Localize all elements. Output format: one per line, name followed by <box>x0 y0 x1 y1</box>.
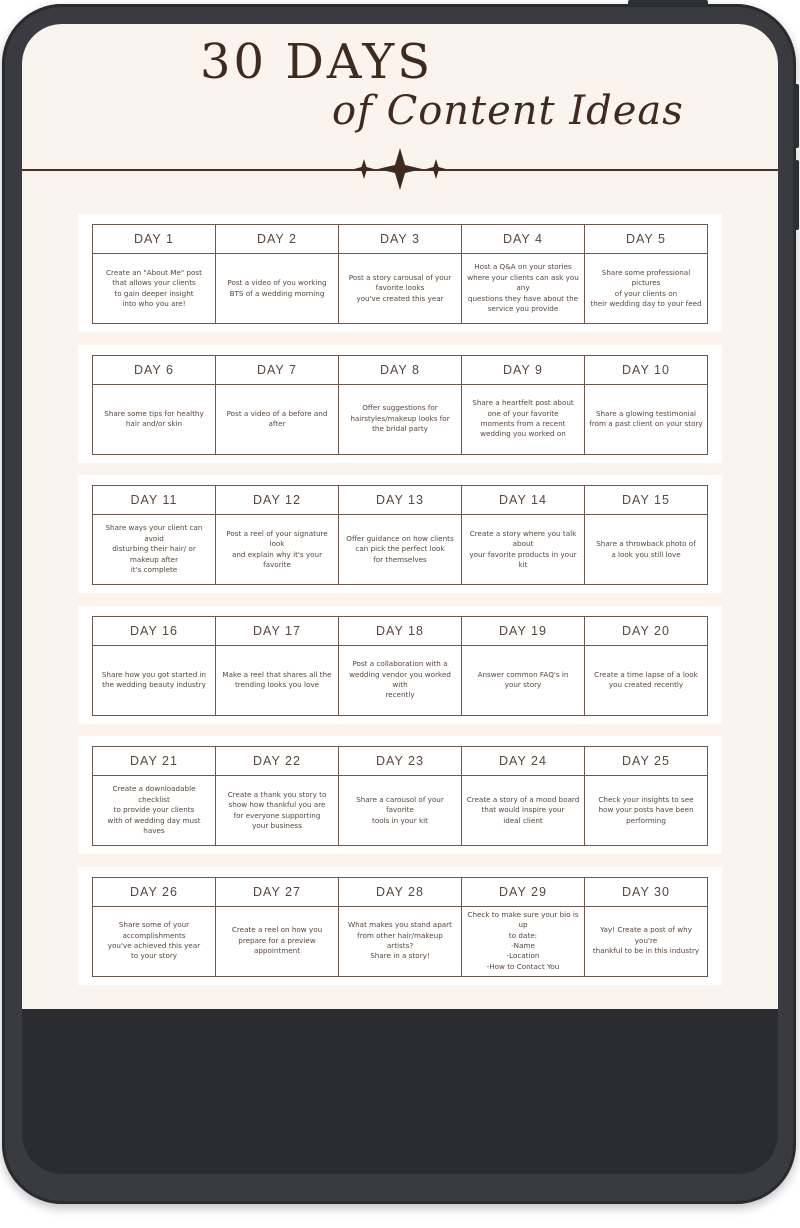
day-idea: Make a reel that shares all the trending looks you love <box>216 645 339 715</box>
day-label: DAY 19 <box>462 616 585 645</box>
day-label: DAY 15 <box>585 486 708 515</box>
volume-up-button <box>793 84 799 148</box>
day-idea: Share a glowing testimonial from a past client on your story <box>585 384 708 454</box>
day-label: DAY 22 <box>216 747 339 776</box>
day-label: DAY 9 <box>462 355 585 384</box>
day-label: DAY 6 <box>93 355 216 384</box>
day-label: DAY 12 <box>216 486 339 515</box>
day-label: DAY 13 <box>339 486 462 515</box>
day-idea: Share some of your accomplishments you've achieved this year to your story <box>93 906 216 976</box>
day-label: DAY 8 <box>339 355 462 384</box>
day-idea: Yay! Create a post of why you're thankful to be in this industry <box>585 906 708 976</box>
day-label: DAY 2 <box>216 225 339 254</box>
content-calendar-page <box>22 24 778 1009</box>
day-idea: Share a heartfelt post about one of your favorite moments from a recent wedding you worked on <box>462 384 585 454</box>
week-table <box>92 746 708 846</box>
day-idea: Share some professional pictures of your clients on their wedding day to your feed <box>585 254 708 324</box>
day-idea: Offer suggestions for hairstyles/makeup looks for the bridal party <box>339 384 462 454</box>
day-label: DAY 28 <box>339 877 462 906</box>
week-block <box>78 736 722 854</box>
week-table <box>92 616 708 716</box>
day-label: DAY 23 <box>339 747 462 776</box>
sparkle-stars-icon <box>350 146 450 192</box>
week-block <box>78 606 722 724</box>
day-idea: Share a carousol of your favorite tools in your kit <box>339 776 462 846</box>
week-block <box>78 475 722 593</box>
day-idea: Post a video of a before and after <box>216 384 339 454</box>
day-idea: Check your insights to see how your posts have been performing <box>585 776 708 846</box>
day-idea: Share some tips for healthy hair and/or skin <box>93 384 216 454</box>
day-label: DAY 10 <box>585 355 708 384</box>
day-label: DAY 24 <box>462 747 585 776</box>
day-label: DAY 27 <box>216 877 339 906</box>
volume-down-button <box>793 160 799 230</box>
power-button <box>628 0 708 6</box>
day-idea: Create a thank you story to show how thankful you are for everyone supporting your business <box>216 776 339 846</box>
week-block <box>78 867 722 985</box>
day-label: DAY 20 <box>585 616 708 645</box>
day-idea: Post a video of you working BTS of a wedding morning <box>216 254 339 324</box>
day-idea: Create a story where you talk about your favorite products in your kit <box>462 515 585 585</box>
day-label: DAY 1 <box>93 225 216 254</box>
day-label: DAY 4 <box>462 225 585 254</box>
week-block <box>78 345 722 463</box>
week-table <box>92 355 708 455</box>
day-label: DAY 17 <box>216 616 339 645</box>
day-label: DAY 21 <box>93 747 216 776</box>
day-idea: Check to make sure your bio is up to date: -Name -Location -How to Contact You <box>462 906 585 976</box>
day-label: DAY 25 <box>585 747 708 776</box>
day-idea: Answer common FAQ's in your story <box>462 645 585 715</box>
day-idea: Create a reel on how you prepare for a preview appointment <box>216 906 339 976</box>
day-idea: Host a Q&A on your stories where your clients can ask you any questions they have about the service you provide <box>462 254 585 324</box>
day-idea: Create a downloadable checklist to provide your clients with of wedding day must haves <box>93 776 216 846</box>
week-block <box>78 214 722 332</box>
day-idea: What makes you stand apart from other hair/makeup artists? Share in a story! <box>339 906 462 976</box>
day-idea: Share ways your client can avoid disturbing their hair/ or makeup after it's complete <box>93 515 216 585</box>
day-idea: Post a reel of your signature look and explain why it's your favorite <box>216 515 339 585</box>
day-label: DAY 18 <box>339 616 462 645</box>
page-title: 30 DAYS <box>200 34 434 90</box>
day-idea: Post a story carousal of your favorite looks you've created this year <box>339 254 462 324</box>
day-label: DAY 7 <box>216 355 339 384</box>
day-label: DAY 26 <box>93 877 216 906</box>
day-idea: Create an "About Me" post that allows your clients to gain deeper insight into who you are! <box>93 254 216 324</box>
day-label: DAY 3 <box>339 225 462 254</box>
week-table <box>92 224 708 324</box>
day-idea: Share a throwback photo of a look you still love <box>585 515 708 585</box>
day-label: DAY 5 <box>585 225 708 254</box>
day-idea: Share how you got started in the wedding beauty industry <box>93 645 216 715</box>
day-label: DAY 29 <box>462 877 585 906</box>
tablet-screen <box>22 24 778 1174</box>
day-label: DAY 14 <box>462 486 585 515</box>
week-table <box>92 485 708 585</box>
day-idea: Offer guidance on how clients can pick the perfect look for themselves <box>339 515 462 585</box>
day-label: DAY 11 <box>93 486 216 515</box>
day-label: DAY 30 <box>585 877 708 906</box>
week-table <box>92 877 708 977</box>
day-idea: Create a time lapse of a look you created recently <box>585 645 708 715</box>
day-idea: Post a collaboration with a wedding vendor you worked with recently <box>339 645 462 715</box>
day-label: DAY 16 <box>93 616 216 645</box>
day-idea: Create a story of a mood board that would inspire your ideal client <box>462 776 585 846</box>
page-subtitle: of Content Ideas <box>332 88 684 134</box>
